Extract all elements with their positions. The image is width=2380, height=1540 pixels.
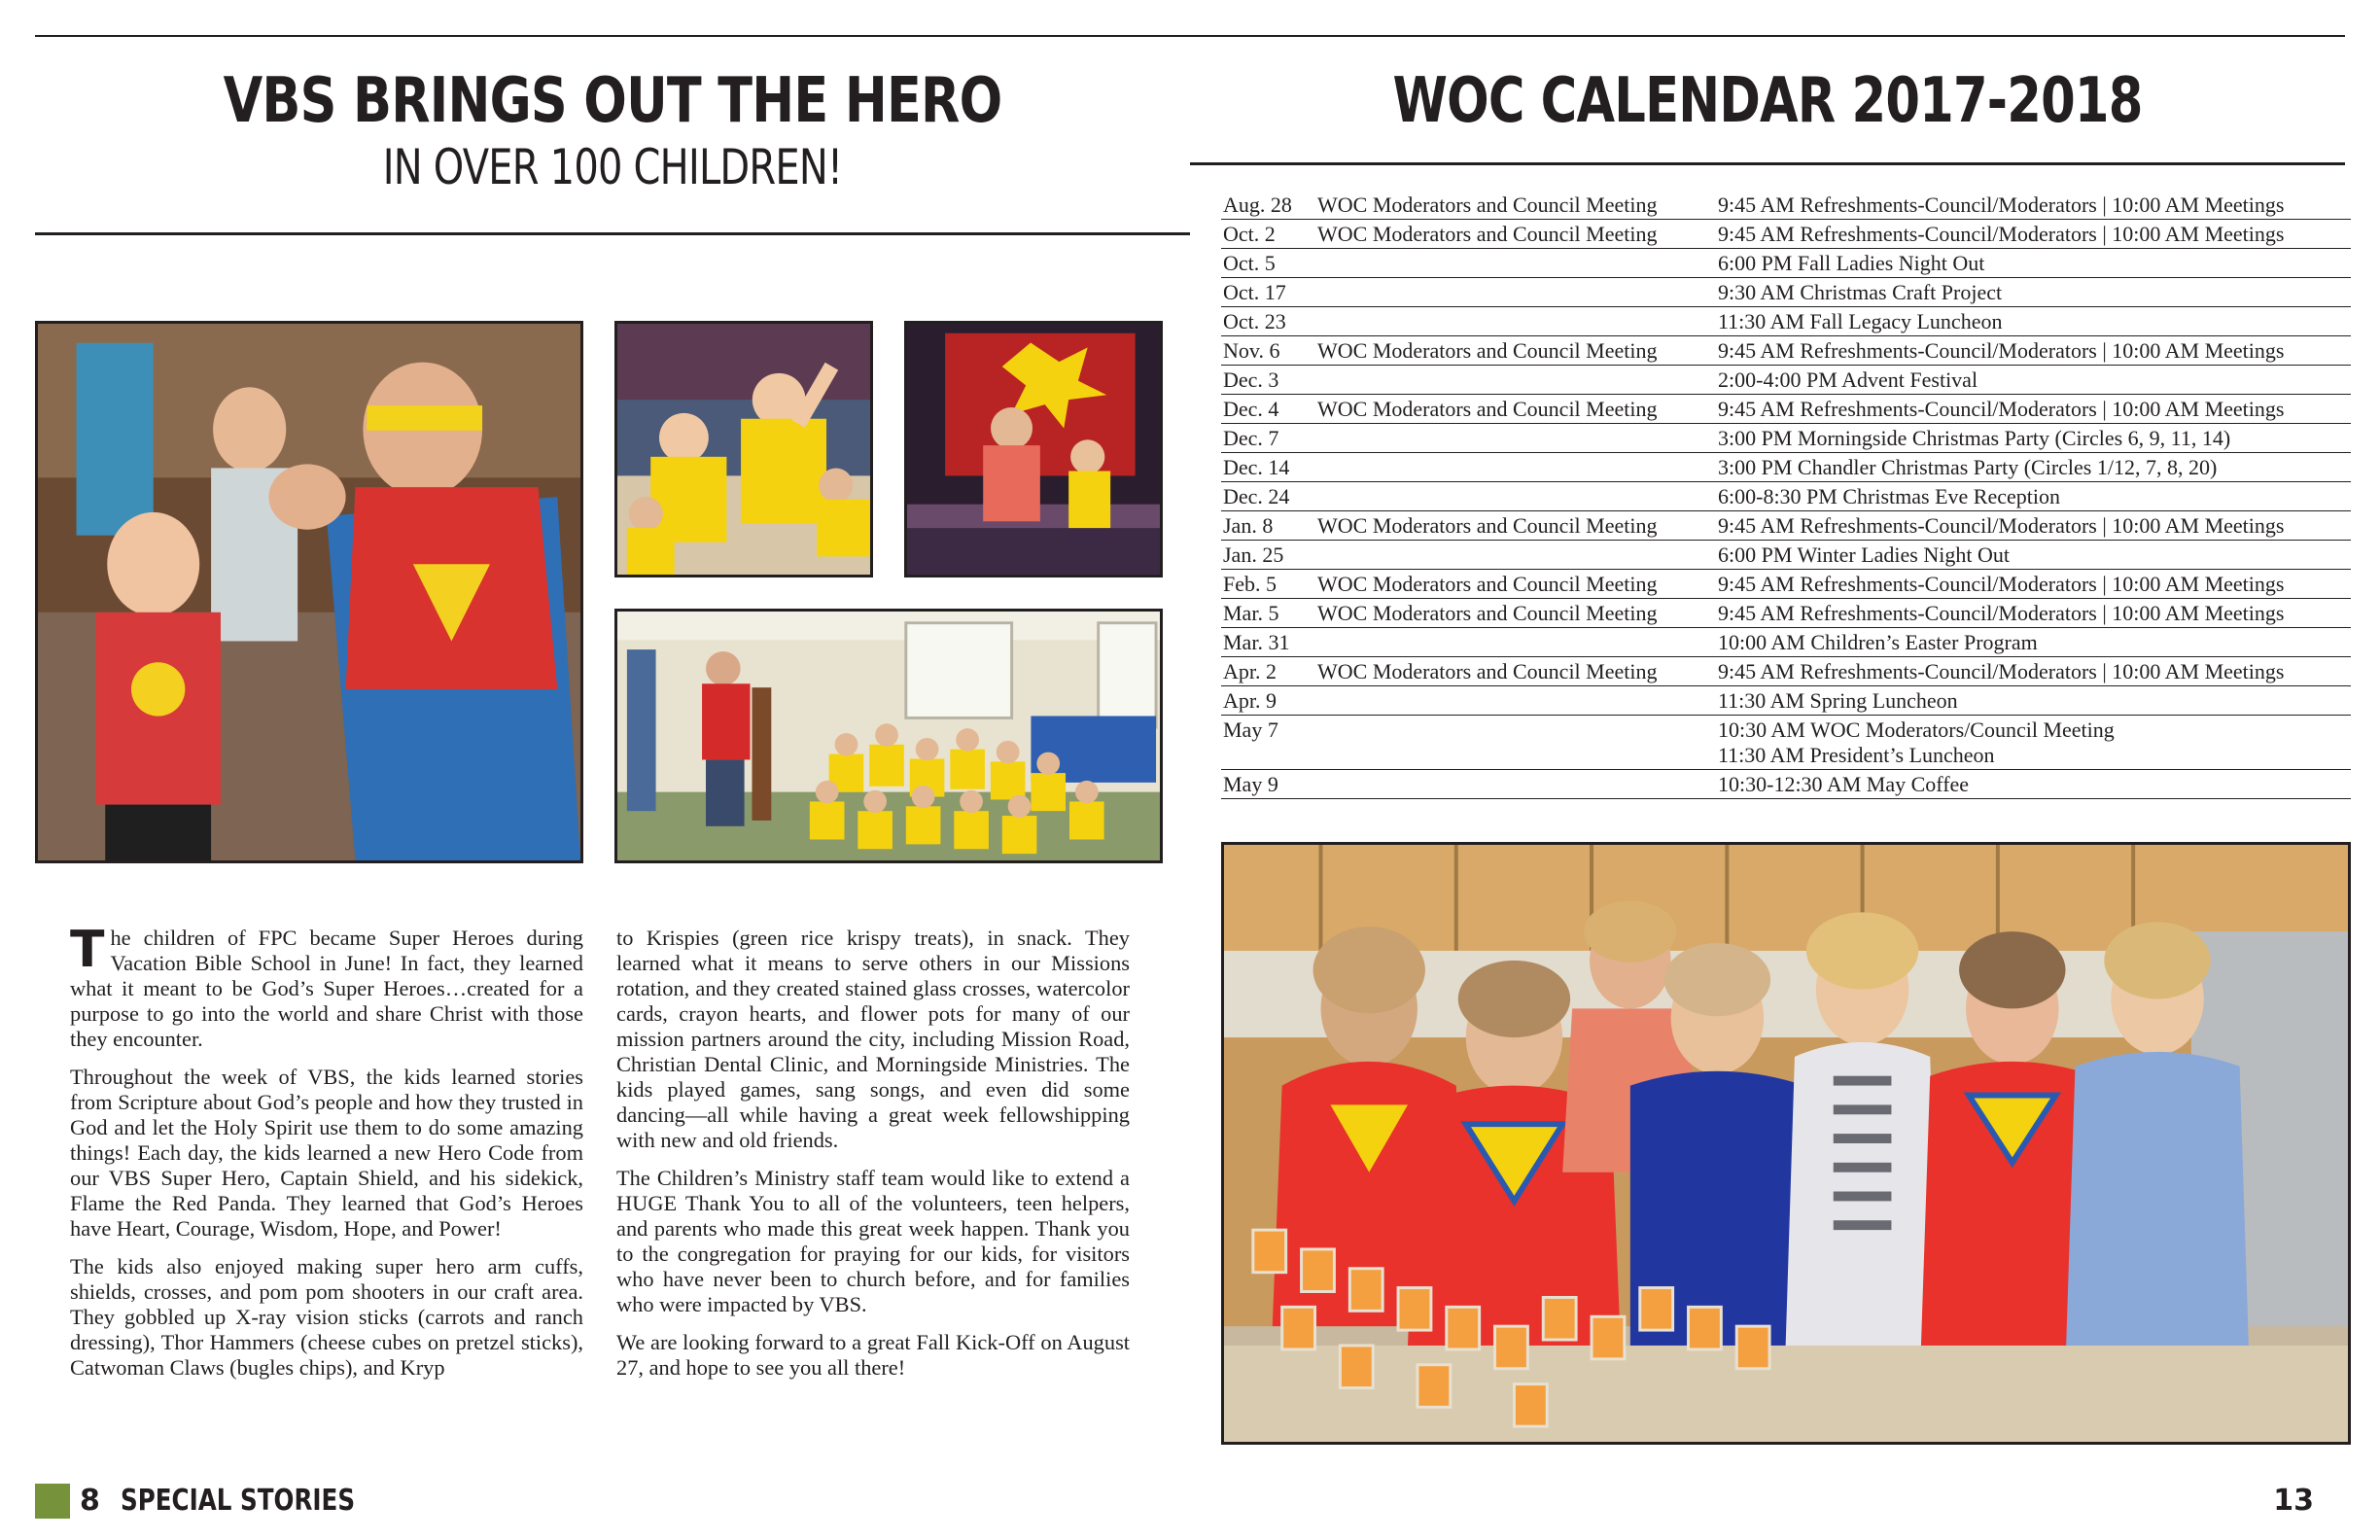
calendar-event-title (1317, 688, 1718, 714)
calendar-event-detail (1718, 455, 2351, 480)
calendar-event-title (1317, 718, 1718, 768)
article-paragraph: he children of FPC became Super Heroes during Vacation Bible School in June! In fact, they learned what it meant to be God’s Super Heroes…created for a purpose to go into the world and share Christ with those they encounter. (70, 926, 583, 1051)
page-number-left: 8 (80, 1484, 100, 1518)
calendar-event-title (1317, 455, 1718, 480)
calendar-event-detail (1718, 572, 2351, 597)
calendar-event-detail (1718, 513, 2351, 539)
top-rule-left (35, 35, 1190, 37)
calendar-event-detail (1718, 338, 2351, 364)
calendar-event-title (1317, 630, 1718, 655)
calendar-date: Aug. 28 (1223, 192, 1292, 217)
photo-icon (617, 324, 870, 575)
calendar-event-title (1317, 280, 1718, 305)
page-number-right: 13 (2273, 1484, 2314, 1518)
calendar-event-title (1317, 368, 1718, 393)
article-paragraph: We are looking forward to a great Fall Kick-Off on August 27, and hope to see you all there! (616, 1330, 1130, 1380)
top-rule-right (1190, 35, 2345, 37)
calendar-event-title (1317, 772, 1718, 797)
calendar-row (1221, 628, 2351, 657)
calendar-date: Mar. 5 (1223, 601, 1279, 625)
calendar-headline: WOC CALENDAR 2017-2018 (1392, 65, 2143, 137)
article-paragraph: The kids also enjoyed making super hero arm cuffs, shields, crosses, and pom pom shooters in our craft area. They gobbled up X-ray vision sticks (carrots and ranch dressing), Thor Hammers (cheese cubes on pretzel sticks), Catwoman Claws (bugles chips), and Kryp (70, 1254, 583, 1380)
calendar-event-title (1317, 542, 1718, 568)
calendar-detail-line: 3:00 PM Morningside Christmas Party (Circles 6, 9, 11, 14) (1718, 426, 2231, 450)
calendar-row (1221, 453, 2351, 482)
calendar-event-detail (1718, 280, 2351, 305)
calendar-date: May 7 (1223, 718, 1278, 742)
calendar-table (1221, 191, 2351, 799)
article-paragraph: The Children’s Ministry staff team would like to extend a HUGE Thank You to all of the volunteers, teen helpers, and parents who made this great week happen. Thank you to the congregation for praying for our kids, for visitors who have never been to church before, and for families who were impacted by VBS. (616, 1166, 1130, 1316)
calendar-event-title (1317, 309, 1718, 334)
calendar-row (1221, 541, 2351, 570)
calendar-date: Dec. 7 (1223, 426, 1279, 450)
calendar-event-title: WOC Moderators and Council Meeting (1317, 338, 1658, 363)
photo-icon (1224, 845, 2348, 1442)
calendar-event-detail (1718, 309, 2351, 334)
calendar-detail-line: 9:45 AM Refreshments-Council/Moderators | 10:00 AM Meetings (1718, 513, 2285, 538)
calendar-detail-line: 10:30-12:30 AM May Coffee (1718, 772, 1970, 796)
calendar-detail-line: 6:00 PM Winter Ladies Night Out (1718, 542, 2010, 567)
calendar-event-title: WOC Moderators and Council Meeting (1317, 397, 1658, 421)
photo-hero-dance (35, 321, 583, 863)
calendar-row (1221, 307, 2351, 336)
headline-rule-right (1190, 162, 2345, 165)
calendar-event-detail (1718, 397, 2351, 422)
calendar-date: Apr. 2 (1223, 659, 1277, 683)
calendar-event-title: WOC Moderators and Council Meeting (1317, 659, 1658, 683)
calendar-date: Nov. 6 (1223, 338, 1280, 363)
calendar-detail-line: 10:30 AM WOC Moderators/Council Meeting (1718, 718, 2115, 742)
calendar-date: Oct. 5 (1223, 251, 1276, 275)
drop-cap: T (70, 921, 105, 979)
calendar-detail-line: 9:45 AM Refreshments-Council/Moderators | 10:00 AM Meetings (1718, 601, 2285, 625)
calendar-event-title: WOC Moderators and Council Meeting (1317, 601, 1658, 625)
calendar-detail-line: 11:30 AM Fall Legacy Luncheon (1718, 309, 2003, 333)
article-headline: VBS BRINGS OUT THE HERO (223, 65, 1002, 137)
calendar-row (1221, 482, 2351, 511)
calendar-detail-line: 11:30 AM Spring Luncheon (1718, 688, 1958, 713)
photo-icon (907, 324, 1160, 575)
calendar-date: Dec. 4 (1223, 397, 1279, 421)
calendar-row (1221, 191, 2351, 220)
calendar-date: Mar. 31 (1223, 630, 1290, 654)
calendar-row (1221, 686, 2351, 716)
calendar-event-detail (1718, 222, 2351, 247)
photo-women-group (1221, 842, 2351, 1445)
calendar-detail-line: 9:30 AM Christmas Craft Project (1718, 280, 2003, 304)
calendar-row (1221, 336, 2351, 366)
photo-classroom (614, 609, 1163, 863)
article-column-2 (616, 926, 1130, 1393)
calendar-event-title: WOC Moderators and Council Meeting (1317, 513, 1658, 538)
section-name: SPECIAL STORIES (121, 1484, 356, 1518)
calendar-detail-line: 3:00 PM Chandler Christmas Party (Circles 1/12, 7, 8, 20) (1718, 455, 2218, 479)
section-color-block (35, 1484, 70, 1519)
headline-rule-left (35, 232, 1190, 235)
calendar-row (1221, 278, 2351, 307)
calendar-event-detail (1718, 688, 2351, 714)
calendar-detail-line: 9:45 AM Refreshments-Council/Moderators | 10:00 AM Meetings (1718, 397, 2285, 421)
article-subheadline: IN OVER 100 CHILDREN! (382, 139, 843, 195)
calendar-event-detail (1718, 192, 2351, 218)
calendar-event-detail (1718, 426, 2351, 451)
calendar-detail-line: 11:30 AM President’s Luncheon (1718, 743, 1995, 767)
calendar-date: Dec. 3 (1223, 368, 1279, 392)
calendar-date: Jan. 25 (1223, 542, 1284, 567)
calendar-detail-line: 9:45 AM Refreshments-Council/Moderators | 10:00 AM Meetings (1718, 222, 2285, 246)
article-column-1 (70, 921, 583, 1393)
calendar-date: Dec. 24 (1223, 484, 1290, 508)
calendar-date: May 9 (1223, 772, 1278, 796)
calendar-event-detail (1718, 251, 2351, 276)
calendar-date: Dec. 14 (1223, 455, 1290, 479)
calendar-event-title (1317, 484, 1718, 509)
calendar-row (1221, 424, 2351, 453)
calendar-detail-line: 6:00 PM Fall Ladies Night Out (1718, 251, 1985, 275)
calendar-detail-line: 9:45 AM Refreshments-Council/Moderators | 10:00 AM Meetings (1718, 192, 2285, 217)
calendar-event-detail (1718, 630, 2351, 655)
calendar-row (1221, 770, 2351, 799)
calendar-date: Apr. 9 (1223, 688, 1277, 713)
calendar-event-detail (1718, 772, 2351, 797)
photo-icon (38, 324, 580, 860)
calendar-row (1221, 716, 2351, 770)
calendar-date: Oct. 23 (1223, 309, 1286, 333)
calendar-event-detail (1718, 368, 2351, 393)
calendar-date: Jan. 8 (1223, 513, 1274, 538)
calendar-row (1221, 511, 2351, 541)
calendar-row (1221, 220, 2351, 249)
calendar-event-detail (1718, 542, 2351, 568)
calendar-date: Feb. 5 (1223, 572, 1277, 596)
calendar-event-title: WOC Moderators and Council Meeting (1317, 192, 1658, 217)
calendar-detail-line: 10:00 AM Children’s Easter Program (1718, 630, 2038, 654)
calendar-row (1221, 599, 2351, 628)
article-paragraph: Throughout the week of VBS, the kids learned stories from Scripture about God’s people and how they trusted in God and let the Holy Spirit use them to do some amazing things! Each day, the kids learned a new Hero Code from our VBS Super Hero, Captain Shield, and his sidekick, Flame the Red Panda. They learned that God’s Heroes have Heart, Courage, Wisdom, Hope, and Power! (70, 1065, 583, 1241)
calendar-event-title (1317, 251, 1718, 276)
calendar-detail-line: 9:45 AM Refreshments-Council/Moderators | 10:00 AM Meetings (1718, 338, 2285, 363)
calendar-event-title (1317, 426, 1718, 451)
calendar-row (1221, 657, 2351, 686)
calendar-detail-line: 2:00-4:00 PM Advent Festival (1718, 368, 1978, 392)
calendar-event-detail (1718, 659, 2351, 684)
calendar-event-detail (1718, 718, 2351, 768)
calendar-date: Oct. 17 (1223, 280, 1286, 304)
calendar-row (1221, 366, 2351, 395)
photo-icon (617, 612, 1160, 860)
calendar-date: Oct. 2 (1223, 222, 1276, 246)
calendar-detail-line: 9:45 AM Refreshments-Council/Moderators | 10:00 AM Meetings (1718, 659, 2285, 683)
calendar-event-detail (1718, 484, 2351, 509)
calendar-row (1221, 395, 2351, 424)
calendar-row (1221, 570, 2351, 599)
calendar-detail-line: 6:00-8:30 PM Christmas Eve Reception (1718, 484, 2060, 508)
calendar-row (1221, 249, 2351, 278)
article-paragraph: to Krispies (green rice krispy treats), in snack. They learned what it means to serve others in our Missions rotation, and they created stained glass crosses, watercolor cards, crayon hearts, and flower pots for many of our mission partners around the city, including Mission Road, Christian Dental Clinic, and Morningside Ministries. The kids played games, sang songs, and even did some dancing—all while having a great week fellowshipping with new and old friends. (616, 926, 1130, 1152)
calendar-detail-line: 9:45 AM Refreshments-Council/Moderators | 10:00 AM Meetings (1718, 572, 2285, 596)
calendar-event-title: WOC Moderators and Council Meeting (1317, 222, 1658, 246)
photo-stage-skit (904, 321, 1163, 578)
calendar-event-title: WOC Moderators and Council Meeting (1317, 572, 1658, 596)
photo-kids-cheering (614, 321, 873, 578)
calendar-event-detail (1718, 601, 2351, 626)
